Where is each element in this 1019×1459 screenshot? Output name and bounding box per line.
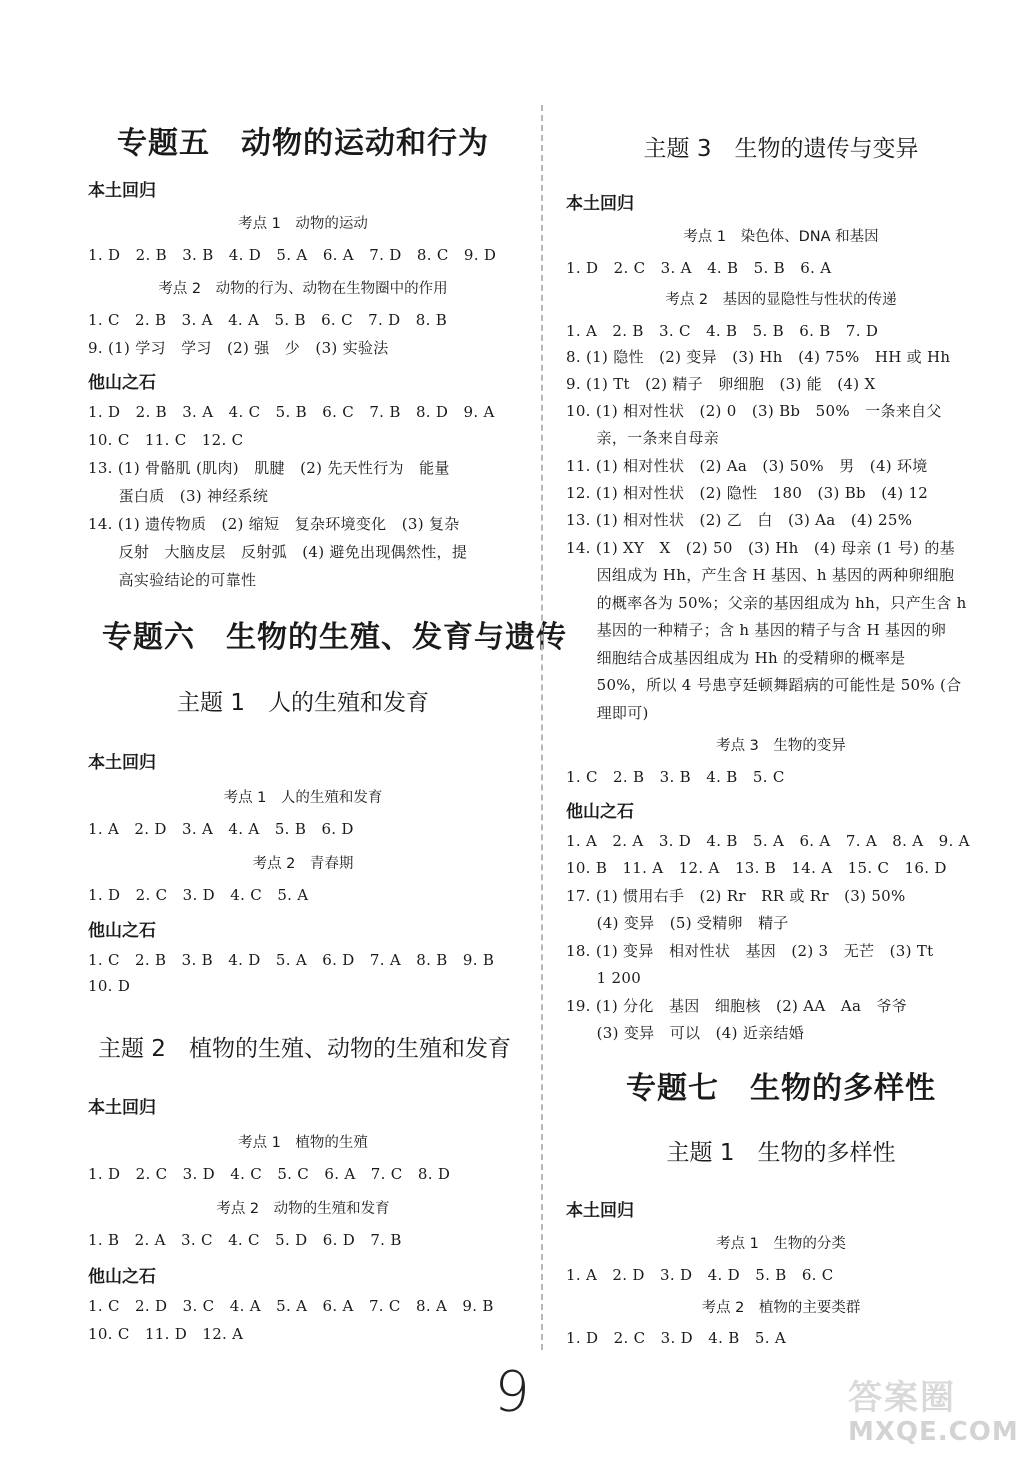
theme-title: 主题 1 人的生殖和发育 <box>177 690 429 716</box>
answer-line: 1. A 2. D 3. D 4. D 5. B 6. C <box>566 1266 834 1284</box>
answer-line: 1. A 2. D 3. A 4. A 5. B 6. D <box>88 820 354 838</box>
exam-point-heading: 考点 1 植物的生殖 <box>238 1135 368 1151</box>
answer-line: 1. C 2. B 3. B 4. B 5. C <box>566 768 785 786</box>
answer-line: 反射 大脑皮层 反射弧 (4) 避免出现偶然性，提 <box>88 543 468 561</box>
watermark-url: MXQE.COM <box>848 1417 1019 1447</box>
answer-line: 1. C 2. D 3. C 4. A 5. A 6. A 7. C 8. A 9. B <box>88 1297 494 1315</box>
answer-line: 9. (1) 学习 学习 (2) 强 少 (3) 实验法 <box>88 339 389 357</box>
answer-line: 10. C 11. D 12. A <box>88 1325 244 1343</box>
answer-line: 1. D 2. C 3. D 4. C 5. A <box>88 886 309 904</box>
answer-line: 10. (1) 相对性状 (2) 0 (3) Bb 50% 一条来自父 <box>566 402 942 420</box>
exam-point-heading: 考点 1 动物的运动 <box>238 216 368 232</box>
answer-line: 14. (1) 遗传物质 (2) 缩短 复杂环境变化 (3) 复杂 <box>88 515 460 533</box>
answer-line: 1. D 2. B 3. B 4. D 5. A 6. A 7. D 8. C 9. D <box>88 246 497 264</box>
answer-line: (4) 变异 (5) 受精卵 精子 <box>566 914 789 932</box>
answer-line: 10. C 11. C 12. C <box>88 431 244 449</box>
answer-line: 1. B 2. A 3. C 4. C 5. D 6. D 7. B <box>88 1231 402 1249</box>
section-heading-local: 本土回归 <box>88 181 156 201</box>
answer-line: 50%，所以 4 号患亨廷顿舞蹈病的可能性是 50% (合 <box>566 676 962 694</box>
exam-point-heading: 考点 2 动物的生殖和发育 <box>216 1201 390 1217</box>
topic-title-7: 专题七 生物的多样性 <box>626 1071 936 1106</box>
section-heading-other: 他山之石 <box>566 802 634 822</box>
answer-line: 1. D 2. C 3. A 4. B 5. B 6. A <box>566 259 832 277</box>
answer-line: 10. D <box>88 977 131 995</box>
watermark <box>848 1370 1019 1456</box>
answer-line: 蛋白质 (3) 神经系统 <box>88 487 269 505</box>
answer-line: 的概率各为 50%；父亲的基因组成为 hh，只产生含 h <box>566 594 967 612</box>
answer-line: 17. (1) 惯用右手 (2) Rr RR 或 Rr (3) 50% <box>566 887 906 905</box>
section-heading-local: 本土回归 <box>88 753 156 773</box>
answer-line: 1. D 2. C 3. D 4. B 5. A <box>566 1329 786 1347</box>
page-number: 9 <box>491 1358 532 1427</box>
answer-line: 亲，一条来自母亲 <box>566 429 720 447</box>
answer-line: 因组成为 Hh，产生含 H 基因、h 基因的两种卵细胞 <box>566 566 955 584</box>
section-heading-other: 他山之石 <box>88 373 156 393</box>
answer-line: 1. A 2. B 3. C 4. B 5. B 6. B 7. D <box>566 322 879 340</box>
answer-line: 1. C 2. B 3. B 4. D 5. A 6. D 7. A 8. B 9. B <box>88 951 495 969</box>
answer-line: 1 200 <box>566 969 642 987</box>
answer-line: 1. A 2. A 3. D 4. B 5. A 6. A 7. A 8. A 9. A <box>566 832 970 850</box>
answer-line: 10. B 11. A 12. A 13. B 14. A 15. C 16. D <box>566 859 947 877</box>
answer-line: 13. (1) 骨骼肌 (肌肉) 肌腱 (2) 先天性行为 能量 <box>88 459 450 477</box>
exam-point-heading: 考点 2 动物的行为、动物在生物圈中的作用 <box>158 281 448 297</box>
section-heading-local: 本土回归 <box>566 194 634 214</box>
exam-point-heading: 考点 1 生物的分类 <box>716 1236 846 1252</box>
answer-line: (3) 变异 可以 (4) 近亲结婚 <box>566 1024 805 1042</box>
answer-line: 8. (1) 隐性 (2) 变异 (3) Hh (4) 75% HH 或 Hh <box>566 348 951 366</box>
answer-line: 13. (1) 相对性状 (2) 乙 白 (3) Aa (4) 25% <box>566 511 913 529</box>
exam-point-heading: 考点 1 染色体、DNA 和基因 <box>683 229 879 245</box>
section-heading-local: 本土回归 <box>566 1201 634 1221</box>
section-heading-other: 他山之石 <box>88 921 156 941</box>
section-heading-other: 他山之石 <box>88 1267 156 1287</box>
answer-line: 1. D 2. C 3. D 4. C 5. C 6. A 7. C 8. D <box>88 1165 451 1183</box>
exam-point-heading: 考点 2 基因的显隐性与性状的传递 <box>665 292 897 308</box>
answer-line: 14. (1) XY X (2) 50 (3) Hh (4) 母亲 (1 号) 的基 <box>566 539 955 557</box>
topic-title-5: 专题五 动物的运动和行为 <box>117 126 489 161</box>
section-heading-local: 本土回归 <box>88 1098 156 1118</box>
answer-line: 基因的一种精子；含 h 基因的精子与含 H 基因的卵 <box>566 621 947 639</box>
answer-line: 1. C 2. B 3. A 4. A 5. B 6. C 7. D 8. B <box>88 311 448 329</box>
answer-line: 细胞结合成基因组成为 Hh 的受精卵的概率是 <box>566 649 906 667</box>
answer-line: 1. D 2. B 3. A 4. C 5. B 6. C 7. B 8. D 9. A <box>88 403 495 421</box>
answer-line: 理即可) <box>566 704 649 722</box>
answer-line: 11. (1) 相对性状 (2) Aa (3) 50% 男 (4) 环境 <box>566 457 928 475</box>
answer-line: 9. (1) Tt (2) 精子 卵细胞 (3) 能 (4) X <box>566 375 876 393</box>
exam-point-heading: 考点 1 人的生殖和发育 <box>223 790 383 806</box>
theme-title: 主题 1 生物的多样性 <box>666 1140 896 1166</box>
answer-line: 高实验结论的可靠性 <box>88 571 257 589</box>
answer-line: 19. (1) 分化 基因 细胞核 (2) AA Aa 爷爷 <box>566 997 908 1015</box>
theme-title: 主题 3 生物的遗传与变异 <box>643 136 919 162</box>
theme-title: 主题 2 植物的生殖、动物的生殖和发育 <box>98 1036 511 1062</box>
exam-point-heading: 考点 2 植物的主要类群 <box>701 1300 861 1316</box>
watermark-logo: 答案圈 <box>848 1378 956 1418</box>
column-divider <box>541 105 543 1350</box>
topic-title-6: 专题六 生物的生殖、发育与遗传 <box>102 620 567 655</box>
exam-point-heading: 考点 3 生物的变异 <box>716 738 846 754</box>
answer-line: 18. (1) 变异 相对性状 基因 (2) 3 无芒 (3) Tt <box>566 942 934 960</box>
exam-point-heading: 考点 2 青春期 <box>252 856 354 872</box>
answer-line: 12. (1) 相对性状 (2) 隐性 180 (3) Bb (4) 12 <box>566 484 929 502</box>
